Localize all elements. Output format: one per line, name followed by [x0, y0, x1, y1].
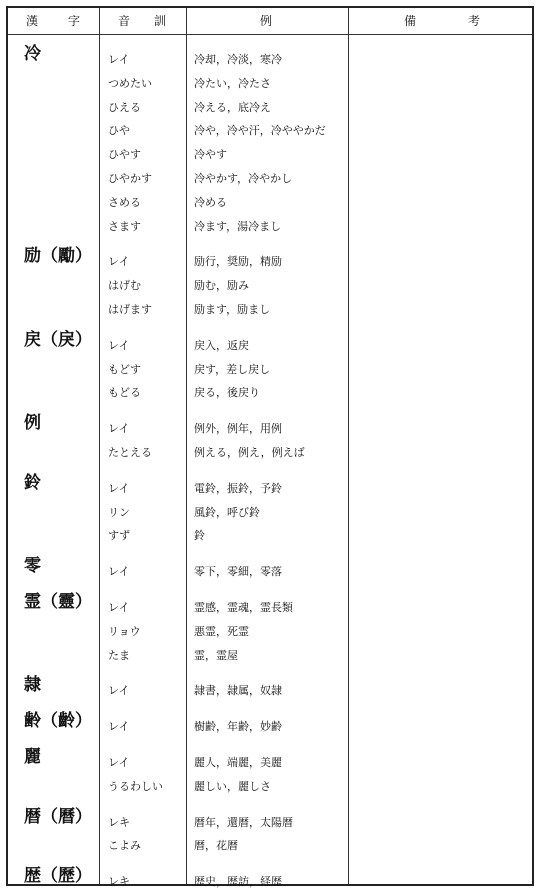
reading-cell: レイ — [108, 481, 130, 495]
example-cell: 励む，励み — [194, 279, 249, 293]
reading-cell: レキ — [108, 815, 130, 829]
reading-cell: はげむ — [108, 279, 141, 293]
kanji-entry: 戻（戾） — [24, 329, 92, 350]
example-cell: 冷ます，湯冷まし — [194, 219, 282, 233]
example-cell: 電鈴，振鈴，予鈴 — [194, 481, 282, 495]
reading-cell: たとえる — [108, 446, 152, 459]
kanji-entry: 冷 — [24, 44, 41, 64]
example-cell: 冷やかす，冷やかし — [194, 172, 293, 185]
reading-cell: レイ — [108, 601, 130, 614]
reading-cell: すず — [108, 529, 131, 543]
reading-cell: レイ — [108, 53, 130, 66]
reading-cell: ひえる — [108, 100, 141, 114]
kanji-entry: 例 — [24, 413, 41, 434]
example-cell: 悪霊，死霊 — [194, 624, 249, 638]
reading-cell: こよみ — [108, 839, 141, 853]
kanji-entry: 麗 — [24, 747, 41, 767]
reading-cell: レイ — [108, 338, 130, 352]
reading-cell: つめたい — [108, 76, 152, 90]
example-cell: 冷める — [194, 195, 227, 209]
header-kanji-char-1: 漢 — [26, 14, 39, 28]
example-cell: 冷える，底冷え — [194, 100, 271, 114]
table-body — [8, 8, 532, 889]
example-cell: 例外，例年，用例 — [194, 422, 282, 436]
reading-cell: レキ — [108, 875, 130, 889]
reading-cell: レイ — [108, 720, 130, 734]
example-cell: 例える，例え，例えば — [194, 446, 305, 459]
kanji-entry: 歴（歷） — [24, 866, 92, 887]
reading-cell: レイ — [108, 684, 130, 698]
header-reading-char-2: 訓 — [154, 14, 167, 28]
kanji-entry: 齢（齡） — [24, 711, 92, 732]
example-cell: 励行，奨励，精励 — [194, 255, 282, 269]
example-cell: 歴史，歴訪，経歴 — [194, 875, 282, 889]
example-cell: 戻す，差し戻し — [194, 362, 271, 376]
header-note-char-2: 考 — [468, 14, 481, 28]
example-cell: 冷却，冷淡，寒冷 — [194, 53, 282, 66]
reading-cell: レイ — [108, 756, 130, 769]
example-cell: 励ます，励まし — [194, 303, 271, 316]
example-cell: 樹齢，年齢，妙齢 — [194, 720, 282, 734]
header-reading-char-1: 音 — [118, 14, 131, 28]
header-note-char-1: 備 — [404, 14, 417, 28]
reading-cell: もどす — [108, 362, 141, 376]
reading-cell: レイ — [108, 565, 130, 579]
reading-cell: リン — [108, 505, 130, 519]
example-cell: 暦，花暦 — [194, 839, 238, 853]
reading-cell: うるわしい — [108, 779, 163, 793]
example-cell: 零下，零細，零落 — [194, 565, 282, 579]
reading-cell: さます — [108, 219, 141, 233]
kanji-table — [6, 6, 534, 889]
header-example-char: 例 — [260, 14, 273, 28]
example-cell: 冷やす — [194, 148, 227, 162]
reading-cell: ひやす — [108, 148, 141, 162]
example-cell: 霊，霊屋 — [194, 648, 238, 662]
reading-cell: ひや — [108, 124, 130, 138]
example-cell: 冷や，冷や汗，冷ややかだ — [194, 124, 326, 138]
reading-cell: はげます — [108, 303, 152, 316]
kanji-entry: 零 — [24, 556, 41, 577]
reading-cell: もどる — [108, 386, 141, 400]
example-cell: 暦年，還暦，太陽暦 — [194, 815, 293, 829]
example-cell: 麗人，端麗，美麗 — [194, 756, 282, 769]
reading-cell: レイ — [108, 422, 130, 436]
kanji-entry: 隷 — [24, 675, 41, 696]
header-kanji-char-2: 字 — [68, 14, 81, 28]
kanji-entry: 暦（曆） — [24, 806, 92, 827]
reading-cell: リョウ — [108, 624, 141, 638]
reading-cell: さめる — [108, 195, 141, 209]
kanji-entry: 励（勵） — [24, 246, 92, 267]
example-cell: 戻入，返戻 — [194, 338, 249, 352]
reading-cell: ひやかす — [108, 172, 152, 185]
kanji-entry: 鈴 — [24, 472, 41, 493]
example-cell: 風鈴，呼び鈴 — [194, 505, 260, 519]
example-cell: 鈴 — [194, 529, 205, 543]
example-cell: 冷たい，冷たさ — [194, 76, 271, 90]
reading-cell: レイ — [108, 255, 130, 269]
example-cell: 戻る，後戻り — [194, 386, 260, 400]
example-cell: 麗しい，麗しさ — [194, 779, 271, 793]
kanji-entry: 霊（靈） — [24, 592, 92, 612]
example-cell: 霊感，霊魂，霊長類 — [194, 601, 293, 614]
example-cell: 隷書，隷属，奴隷 — [194, 684, 282, 698]
reading-cell: たま — [108, 648, 130, 662]
